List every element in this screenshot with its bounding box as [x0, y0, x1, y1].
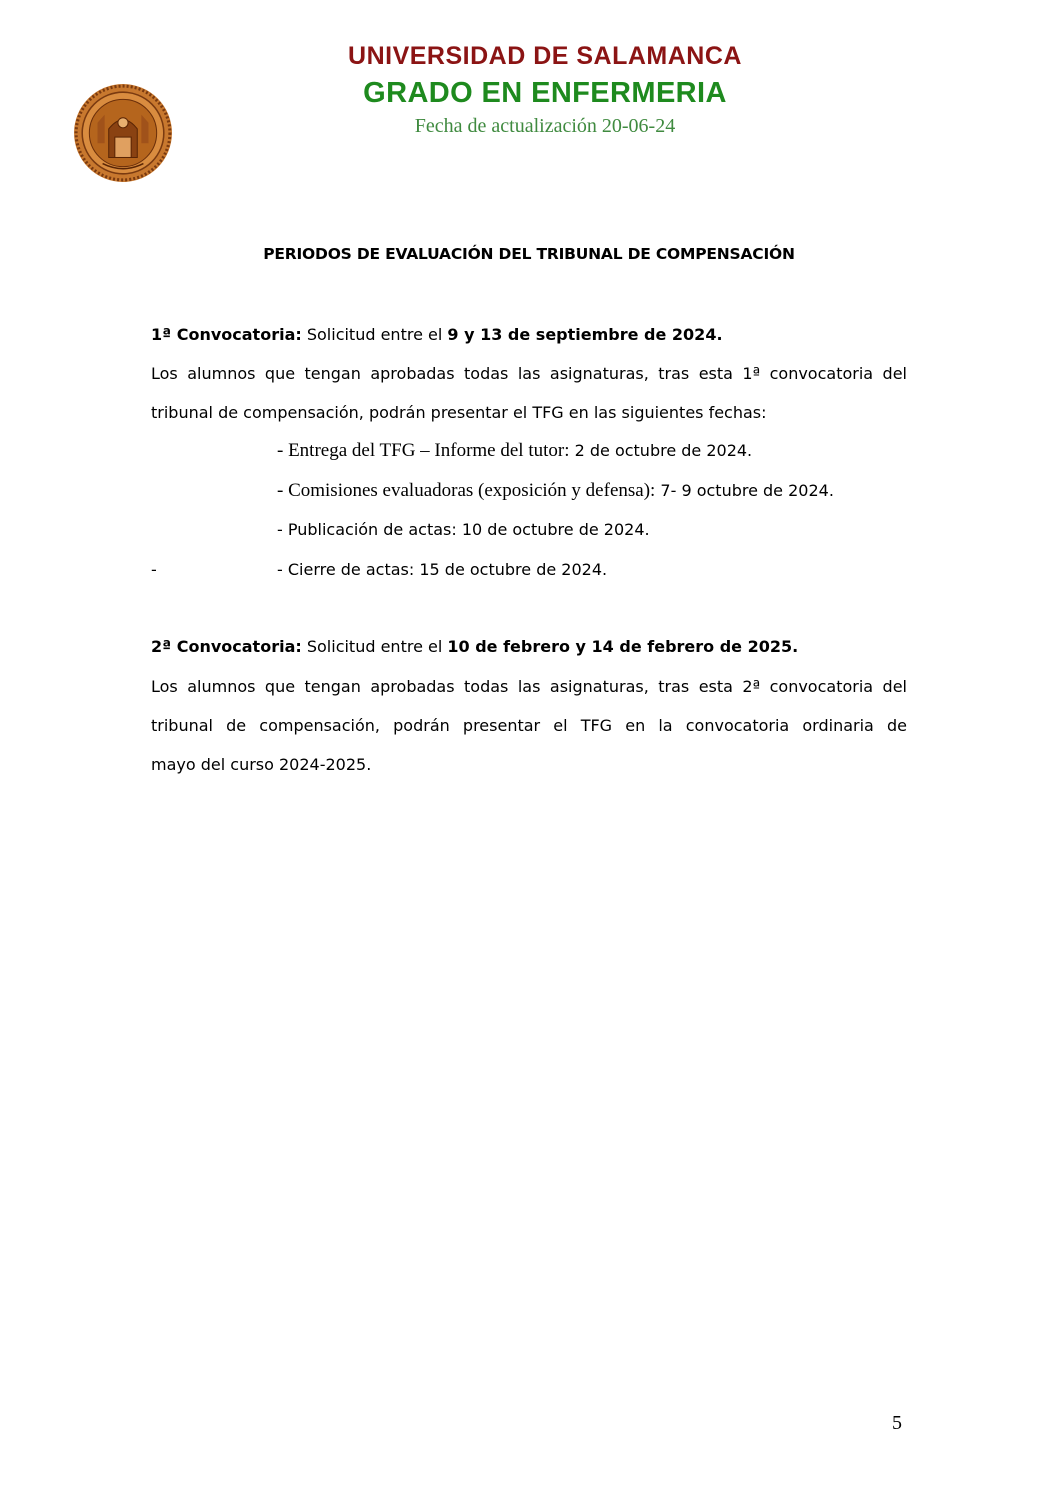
date-item-value: - Cierre de actas: 15 de octubre de 2024. — [277, 560, 608, 579]
stray-dash: - — [151, 560, 157, 579]
second-call-request-text: Solicitud entre el — [301, 637, 448, 656]
second-call-label: 2ª Convocatoria: — [151, 637, 302, 656]
second-call-paragraph-line: tribunal de compensación, podrán presentar el TFG en la convocatoria ordinaria de — [151, 716, 907, 735]
second-call-paragraph-line: Los alumnos que tengan aprobadas todas las asignaturas, tras esta 2ª convocatoria del — [151, 677, 907, 696]
date-item-prefix: - Comisiones evaluadoras (exposición y defensa): — [277, 480, 656, 501]
date-item-value: - Publicación de actas: 10 de octubre de 2024. — [277, 520, 650, 539]
first-call-heading — [151, 325, 907, 344]
first-call-date-item — [277, 560, 607, 579]
first-call-date-item — [277, 520, 650, 539]
second-call-heading — [151, 637, 907, 656]
date-item-value: 7- 9 octubre de 2024. — [655, 481, 834, 500]
date-item-value: 2 de octubre de 2024. — [569, 441, 753, 460]
first-call-label: 1ª Convocatoria: — [151, 325, 302, 344]
first-call-date-item — [277, 440, 752, 462]
second-call-request-dates: 10 de febrero y 14 de febrero de 2025. — [447, 637, 799, 656]
second-call-paragraph-line: mayo del curso 2024-2025. — [151, 755, 372, 774]
date-item-prefix: - Entrega del TFG – Informe del tutor: — [277, 440, 570, 461]
document-title: PERIODOS DE EVALUACIÓN DEL TRIBUNAL DE COMPENSACIÓN — [263, 245, 795, 263]
page-number: 5 — [892, 1412, 902, 1434]
first-call-date-item — [277, 480, 834, 502]
first-call-request-text: Solicitud entre el — [301, 325, 448, 344]
first-call-paragraph-line: Los alumnos que tengan aprobadas todas las asignaturas, tras esta 1ª convocatoria del — [151, 364, 907, 383]
university-name: UNIVERSIDAD DE SALAMANCA — [348, 42, 742, 70]
update-date: Fecha de actualización 20-06-24 — [414, 115, 676, 137]
first-call-paragraph-line: tribunal de compensación, podrán presentar el TFG en las siguientes fechas: — [151, 403, 767, 422]
first-call-request-dates: 9 y 13 de septiembre de 2024. — [447, 325, 723, 344]
degree-name: GRADO EN ENFERMERIA — [363, 77, 727, 109]
